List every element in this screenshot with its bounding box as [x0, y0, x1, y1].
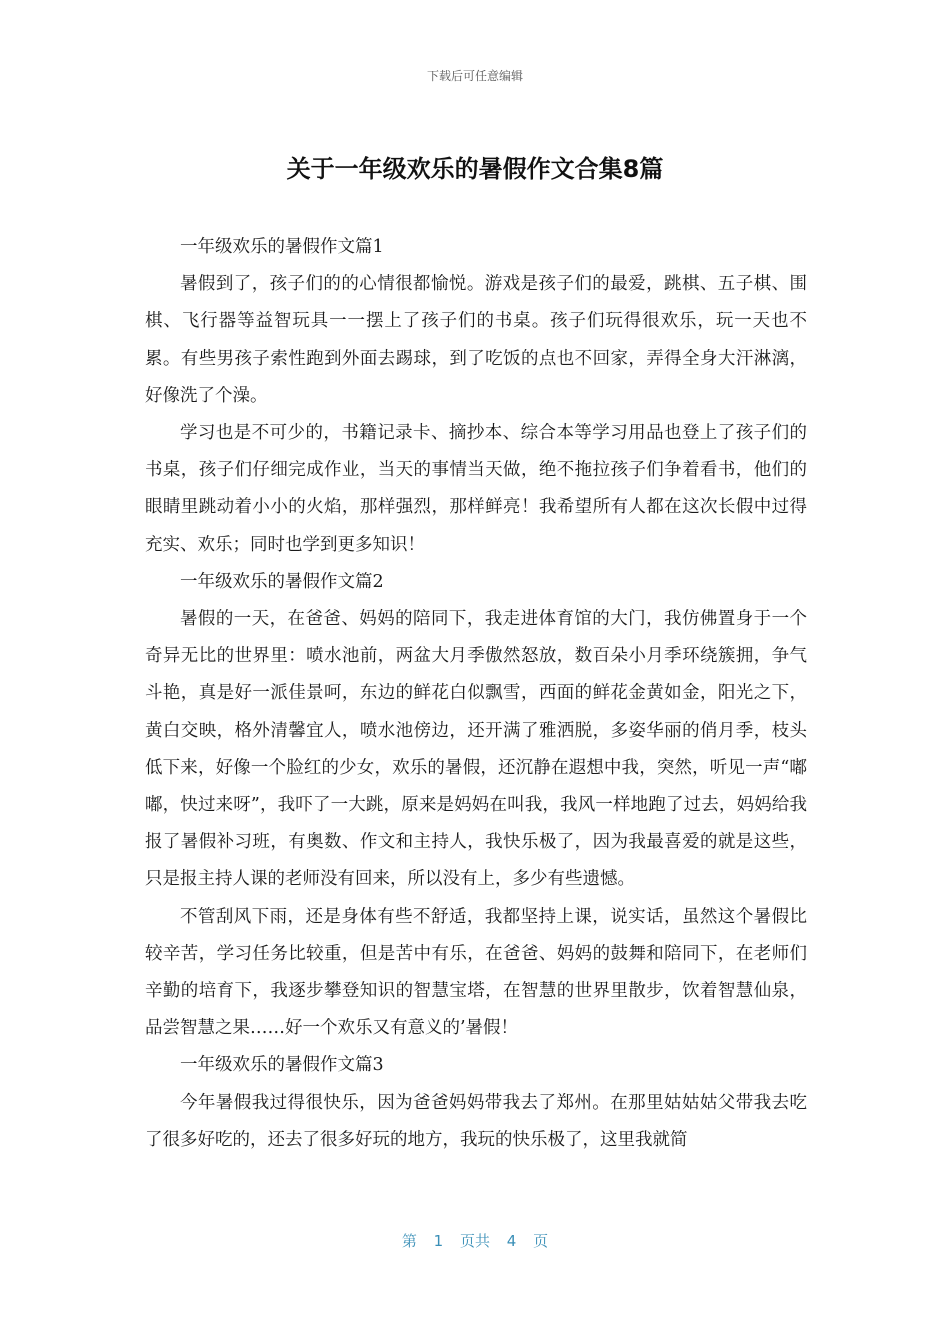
footer-prefix: 第 — [401, 1232, 417, 1250]
section-heading-3: 一年级欢乐的暑假作文篇3 — [180, 1055, 384, 1076]
section-heading-2: 一年级欢乐的暑假作文篇2 — [180, 571, 384, 592]
paragraph: 暑假到了，孩子们的的心情很都愉悦。游戏是孩子们的最爱，跳棋、五子棋、围棋、飞行器等益智玩具一一摆上了孩子们的书桌。孩子们玩得很欢乐，玩一天也不累。有些男孩子索性跑到外面去踢球，到了吃饭的点也不回家，弄得全身大汗淋漓，好像洗了个澡。 — [145, 274, 807, 406]
document-title: 关于一年级欢乐的暑假作文合集8篇 — [286, 155, 664, 183]
current-page-number: 1 — [433, 1232, 444, 1250]
page-footer — [0, 1230, 950, 1251]
paragraph: 暑假的一天，在爸爸、妈妈的陪同下，我走进体育馆的大门，我仿佛置身于一个奇异无比的世界里：喷水池前，两盆大月季傲然怒放，数百朵小月季环绕簇拥，争气斗艳，真是好一派佳景呵，东边的鲜花白似飘雪，西面的鲜花金黄如金，阳光之下，黄白交映，格外清馨宜人，喷水池傍边，还开满了雅洒脱，多姿华丽的俏月季，枝头低下来，好像一个脸红的少女，欢乐的暑假，还沉静在遐想中我，突然，听见一声“嘟嘟，快过来呀”，我吓了一大跳，原来是妈妈在叫我，我风一样地跑了过去，妈妈给我报了暑假补习班，有奥数、作文和主持人，我快乐极了，因为我最喜爱的就是这些，只是报主持人课的老师没有回来，所以没有上，多少有些遗憾。 — [145, 609, 807, 890]
paragraph: 今年暑假我过得很快乐，因为爸爸妈妈带我去了郑州。在那里姑姑姑父带我去吃了很多好吃的，还去了很多好玩的地方，我玩的快乐极了，这里我就简 — [145, 1092, 807, 1150]
total-pages: 4 — [506, 1232, 517, 1250]
header-note: 下载后可任意编辑 — [426, 69, 523, 83]
paragraph: 学习也是不可少的，书籍记录卡、摘抄本、综合本等学习用品也登上了孩子们的书桌，孩子们仔细完成作业，当天的事情当天做，绝不拖拉孩子们争着看书，他们的眼睛里跳动着小小的火焰，那样强烈，那样鲜亮！我希望所有人都在这次长假中过得充实、欢乐；同时也学到更多知识！ — [145, 423, 807, 555]
document-body — [145, 229, 807, 1159]
footer-middle: 页共 — [459, 1232, 490, 1250]
footer-suffix: 页 — [533, 1232, 549, 1250]
section-heading-1: 一年级欢乐的暑假作文篇1 — [180, 237, 384, 257]
paragraph: 不管刮风下雨，还是身体有些不舒适，我都坚持上课，说实话，虽然这个暑假比较辛苦，学习任务比较重，但是苦中有乐，在爸爸、妈妈的鼓舞和陪同下，在老师们辛勤的培育下，我逐步攀登知识的智慧宝塔，在智慧的世界里散步，饮着智慧仙泉，品尝智慧之果……好一个欢乐又有意义的’暑假！ — [145, 906, 807, 1039]
